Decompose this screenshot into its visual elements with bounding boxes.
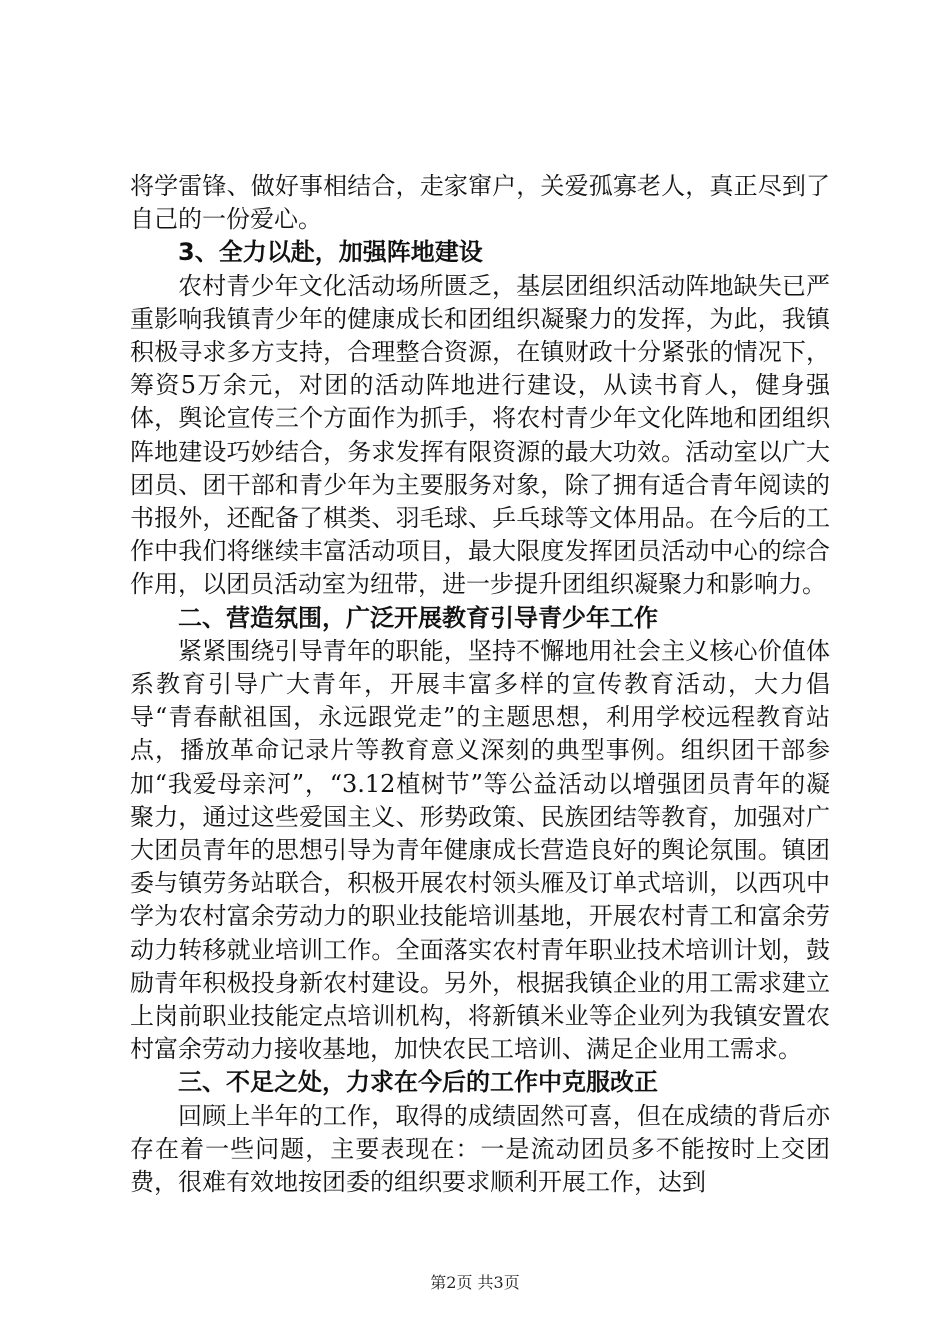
document-body <box>130 170 830 1199</box>
paragraph-body: 紧紧围绕引导青年的职能，坚持不懈地用社会主义核心价值体系教育引导广大青年，开展丰富多样的宣传教育活动，大力倡导“青春献祖国，永远跟党走”的主题思想，利用学校远程教育站点，播放革命记录片等教育意义深刻的典型事例。组织团干部参加“我爱母亲河”，“3.12植树节”等公益活动以增强团员青年的凝聚力，通过这些爱国主义、形势政策、民族团结等教育，加强对广大团员青年的思想引导为青年健康成长营造良好的舆论氛围。镇团委与镇劳务站联合，积极开展农村领头雁及订单式培训，以西巩中学为农村富余劳动力的职业技能培训基地，开展农村青工和富余劳动力转移就业培训工作。全面落实农村青年职业技术培训计划，鼓励青年积极投身新农村建设。另外，根据我镇企业的用工需求建立上岗前职业技能定点培训机构，将新镇米业等企业列为我镇安置农村富余劳动力接收基地，加快农民工培训、满足企业用工需求。 <box>130 636 830 1064</box>
paragraph-body: 回顾上半年的工作，取得的成绩固然可喜，但在成绩的背后亦存在着一些问题，主要表现在：一是流动团员多不能按时上交团费，很难有效地按团委的组织要求顺利开展工作，达到 <box>130 1101 830 1197</box>
paragraph-body: 农村青少年文化活动场所匮乏，基层团组织活动阵地缺失已严重影响我镇青少年的健康成长和团组织凝聚力的发挥，为此，我镇积极寻求多方支持，合理整合资源，在镇财政十分紧张的情况下，筹资5万余元，对团的活动阵地进行建设，从读书育人，健身强体，舆论宣传三个方面作为抓手，将农村青少年文化阵地和团组织阵地建设巧妙结合，务求发挥有限资源的最大功效。活动室以广大团员、团干部和青少年为主要服务对象，除了拥有适合青年阅读的书报外，还配备了棋类、羽毛球、乒乓球等文体用品。在今后的工作中我们将继续丰富活动项目，最大限度发挥团员活动中心的综合作用，以团员活动室为纽带，进一步提升团组织凝聚力和影响力。 <box>130 271 830 599</box>
paragraph-body: 将学雷锋、做好事相结合，走家窜户，关爱孤寡老人，真正尽到了自己的一份爱心。 <box>130 172 830 234</box>
page-footer: 第2页 共3页 <box>430 1273 520 1292</box>
section-heading: 二、营造氛围，广泛开展教育引导青少年工作 <box>178 603 658 632</box>
section-heading: 3、全力以赴，加强阵地建设 <box>178 238 483 267</box>
section-heading: 三、不足之处，力求在今后的工作中克服改正 <box>178 1068 658 1097</box>
